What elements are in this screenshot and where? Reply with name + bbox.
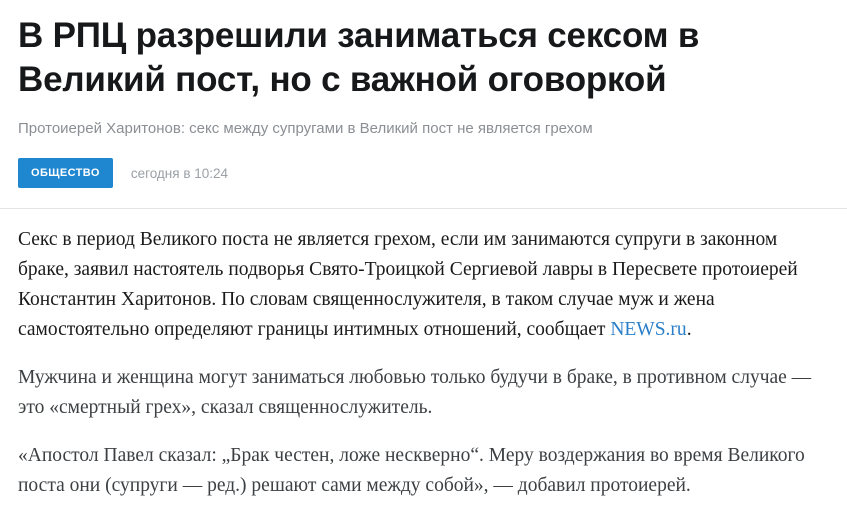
- source-link[interactable]: NEWS.ru: [610, 319, 687, 340]
- paragraph-text-after-link: .: [686, 319, 692, 340]
- article-paragraph: [18, 225, 829, 345]
- article-timestamp: сегодня в 10:24: [130, 165, 229, 181]
- page-title: В РПЦ разрешили заниматься сексом в Великий пост, но с важной оговоркой: [18, 16, 700, 99]
- rubric-badge[interactable]: ОБЩЕСТВО: [18, 158, 113, 188]
- article-paragraph: Мужчина и женщина могут заниматься любовью только будучи в браке, в противном случае — это «смертный грех», сказал священнослужитель.: [18, 367, 812, 418]
- article-header: [0, 0, 847, 208]
- article-paragraph: «Апостол Павел сказал: „Брак честен, ложе нескверно“. Меру воздержания во время Великого поста они (супруги — ред.) решают сами между собой», — добавил протоиерей.: [18, 445, 805, 496]
- article-body: [0, 209, 847, 501]
- article-subheadline: Протоиерей Харитонов: секс между супругами в Великий пост не является грехом: [18, 120, 593, 137]
- paragraph-text-before-link: Секс в период Великого поста не является грехом, если им занимаются супруги в законном браке, заявил настоятель подворья Свято-Троицкой Сергиевой лавры в Пересвете протоиерей Константин Харитонов. По словам священнослужителя, в таком случае муж и жена самостоятельно определяют границы интимных отношений, сообщает: [18, 229, 798, 340]
- article-meta: [18, 158, 829, 208]
